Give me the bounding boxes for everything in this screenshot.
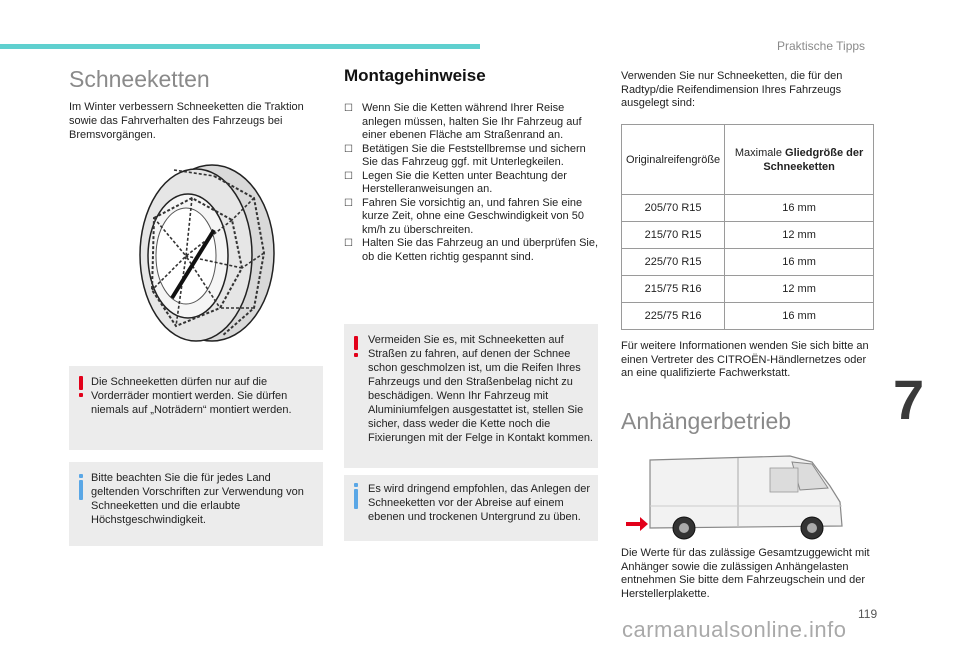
info-note-text: Es wird dringend empfohlen, das Anlegen der Schneeketten vor der Abreise auf einem ebenen und trockenen Untergrund zu üben.: [368, 483, 590, 523]
table-row: 225/70 R15 16 mm: [622, 249, 874, 276]
list-item: ☐ Wenn Sie die Ketten während Ihrer Reise anlegen müssen, halten Sie Ihr Fahrzeug auf einer ebenen Fläche am Straßenrand an.: [344, 102, 582, 141]
snow-chain-wheel-illustration: [114, 158, 282, 350]
table-row: 225/75 R16 16 mm: [622, 303, 874, 330]
list-item: ☐ Legen Sie die Ketten unter Beachtung der Herstelleranweisungen an.: [344, 169, 567, 195]
list-item: ☐ Betätigen Sie die Feststellbremse und sichern Sie das Fahrzeug ggf. mit Unterlegkeilen.: [344, 142, 586, 168]
red-arrow-icon: [626, 517, 648, 531]
info-icon: [354, 489, 358, 509]
bullet-arrow-icon: ☐: [344, 143, 353, 155]
bullet-arrow-icon: ☐: [344, 197, 353, 209]
bullet-arrow-icon: ☐: [344, 103, 353, 114]
warning-note-front-wheels: [69, 366, 323, 450]
chain-size-table: [621, 124, 874, 330]
table-header-row: [622, 125, 874, 195]
warning-icon: [354, 336, 358, 350]
accent-bar: [0, 44, 480, 49]
bullet-arrow-icon: ☐: [344, 238, 353, 249]
page-number: 119: [858, 607, 878, 621]
column-header-tyre-size: Originalreifengröße: [622, 125, 725, 195]
chapter-number: 7: [893, 368, 925, 431]
info-note-text: Bitte beachten Sie die für jedes Land geltenden Vorschriften zur Verwendung von Schneeketten und die erlaubte Höchstgeschwindigkeit.: [91, 472, 304, 526]
towing-title: Anhängerbetrieb: [621, 408, 792, 434]
info-note-regulations: [69, 462, 323, 546]
warning-icon: [79, 376, 83, 390]
info-note-practice: [344, 475, 598, 541]
snow-chains-intro: Im Winter verbessern Schneeketten die Traktion sowie das Fahrverhalten des Fahrzeugs bei Bremsvorgängen.: [69, 101, 304, 141]
mounting-instructions-title: Montagehinweise: [344, 66, 486, 85]
list-item: ☐ Fahren Sie vorsichtig an, und fahren Sie eine kurze Zeit, ohne eine Geschwindigkeit von 50 km/h zu überschreiten.: [344, 196, 584, 236]
van-towbar-illustration: [620, 446, 850, 546]
bullet-arrow-icon: ☐: [344, 170, 353, 182]
warning-note-text: Die Schneeketten dürfen nur auf die Vorderräder montiert werden. Sie dürfen niemals auf „Noträdern“ montiert werden.: [91, 376, 292, 416]
mounting-instructions-list: [344, 102, 599, 264]
list-item: ☐ Halten Sie das Fahrzeug an und überprüfen Sie, ob die Ketten richtig gespannt sind.: [344, 237, 599, 263]
chain-usage-intro: Verwenden Sie nur Schneeketten, die für den Radtyp/die Reifendimension Ihres Fahrzeugs ausgelegt sind:: [621, 70, 843, 109]
snow-chains-title: Schneeketten: [69, 66, 210, 92]
table-row: 205/70 R15 16 mm: [622, 195, 874, 222]
table-row: 215/70 R15 12 mm: [622, 222, 874, 249]
info-icon: [79, 480, 83, 500]
warning-note-text: Vermeiden Sie es, mit Schneeketten auf Straßen zu fahren, auf denen der Schnee schon geschmolzen ist, um die Reifen Ihres Fahrzeugs und den Straßenbelag nicht zu beschädigen. Wenn Ihr Fahrzeug mit Aluminiumfelgen ausgestattet ist, stellen Sie sicher, dass weder die Kette noch die Fixierungen mit der Felge in Kontakt kommen.: [368, 334, 593, 444]
dealer-info-text: Für weitere Informationen wenden Sie sich bitte an einen Vertreter des CITROËN-Händlernetzes oder an eine qualifizierte Fachwerkstatt.: [621, 340, 869, 379]
watermark: carmanualsonline.info: [622, 617, 847, 642]
table-row: 215/75 R16 12 mm: [622, 276, 874, 303]
column-header-link-size: Maximale Gliedgröße der Schneeketten: [725, 125, 874, 195]
warning-note-melted-snow: [344, 324, 598, 468]
towing-text: Die Werte für das zulässige Gesamtzuggewicht mit Anhänger sowie die zulässigen Anhängelasten entnehmen Sie bitte dem Fahrzeugschein und der Herstellerplakette.: [621, 547, 870, 600]
section-title: Praktische Tipps: [777, 39, 866, 53]
